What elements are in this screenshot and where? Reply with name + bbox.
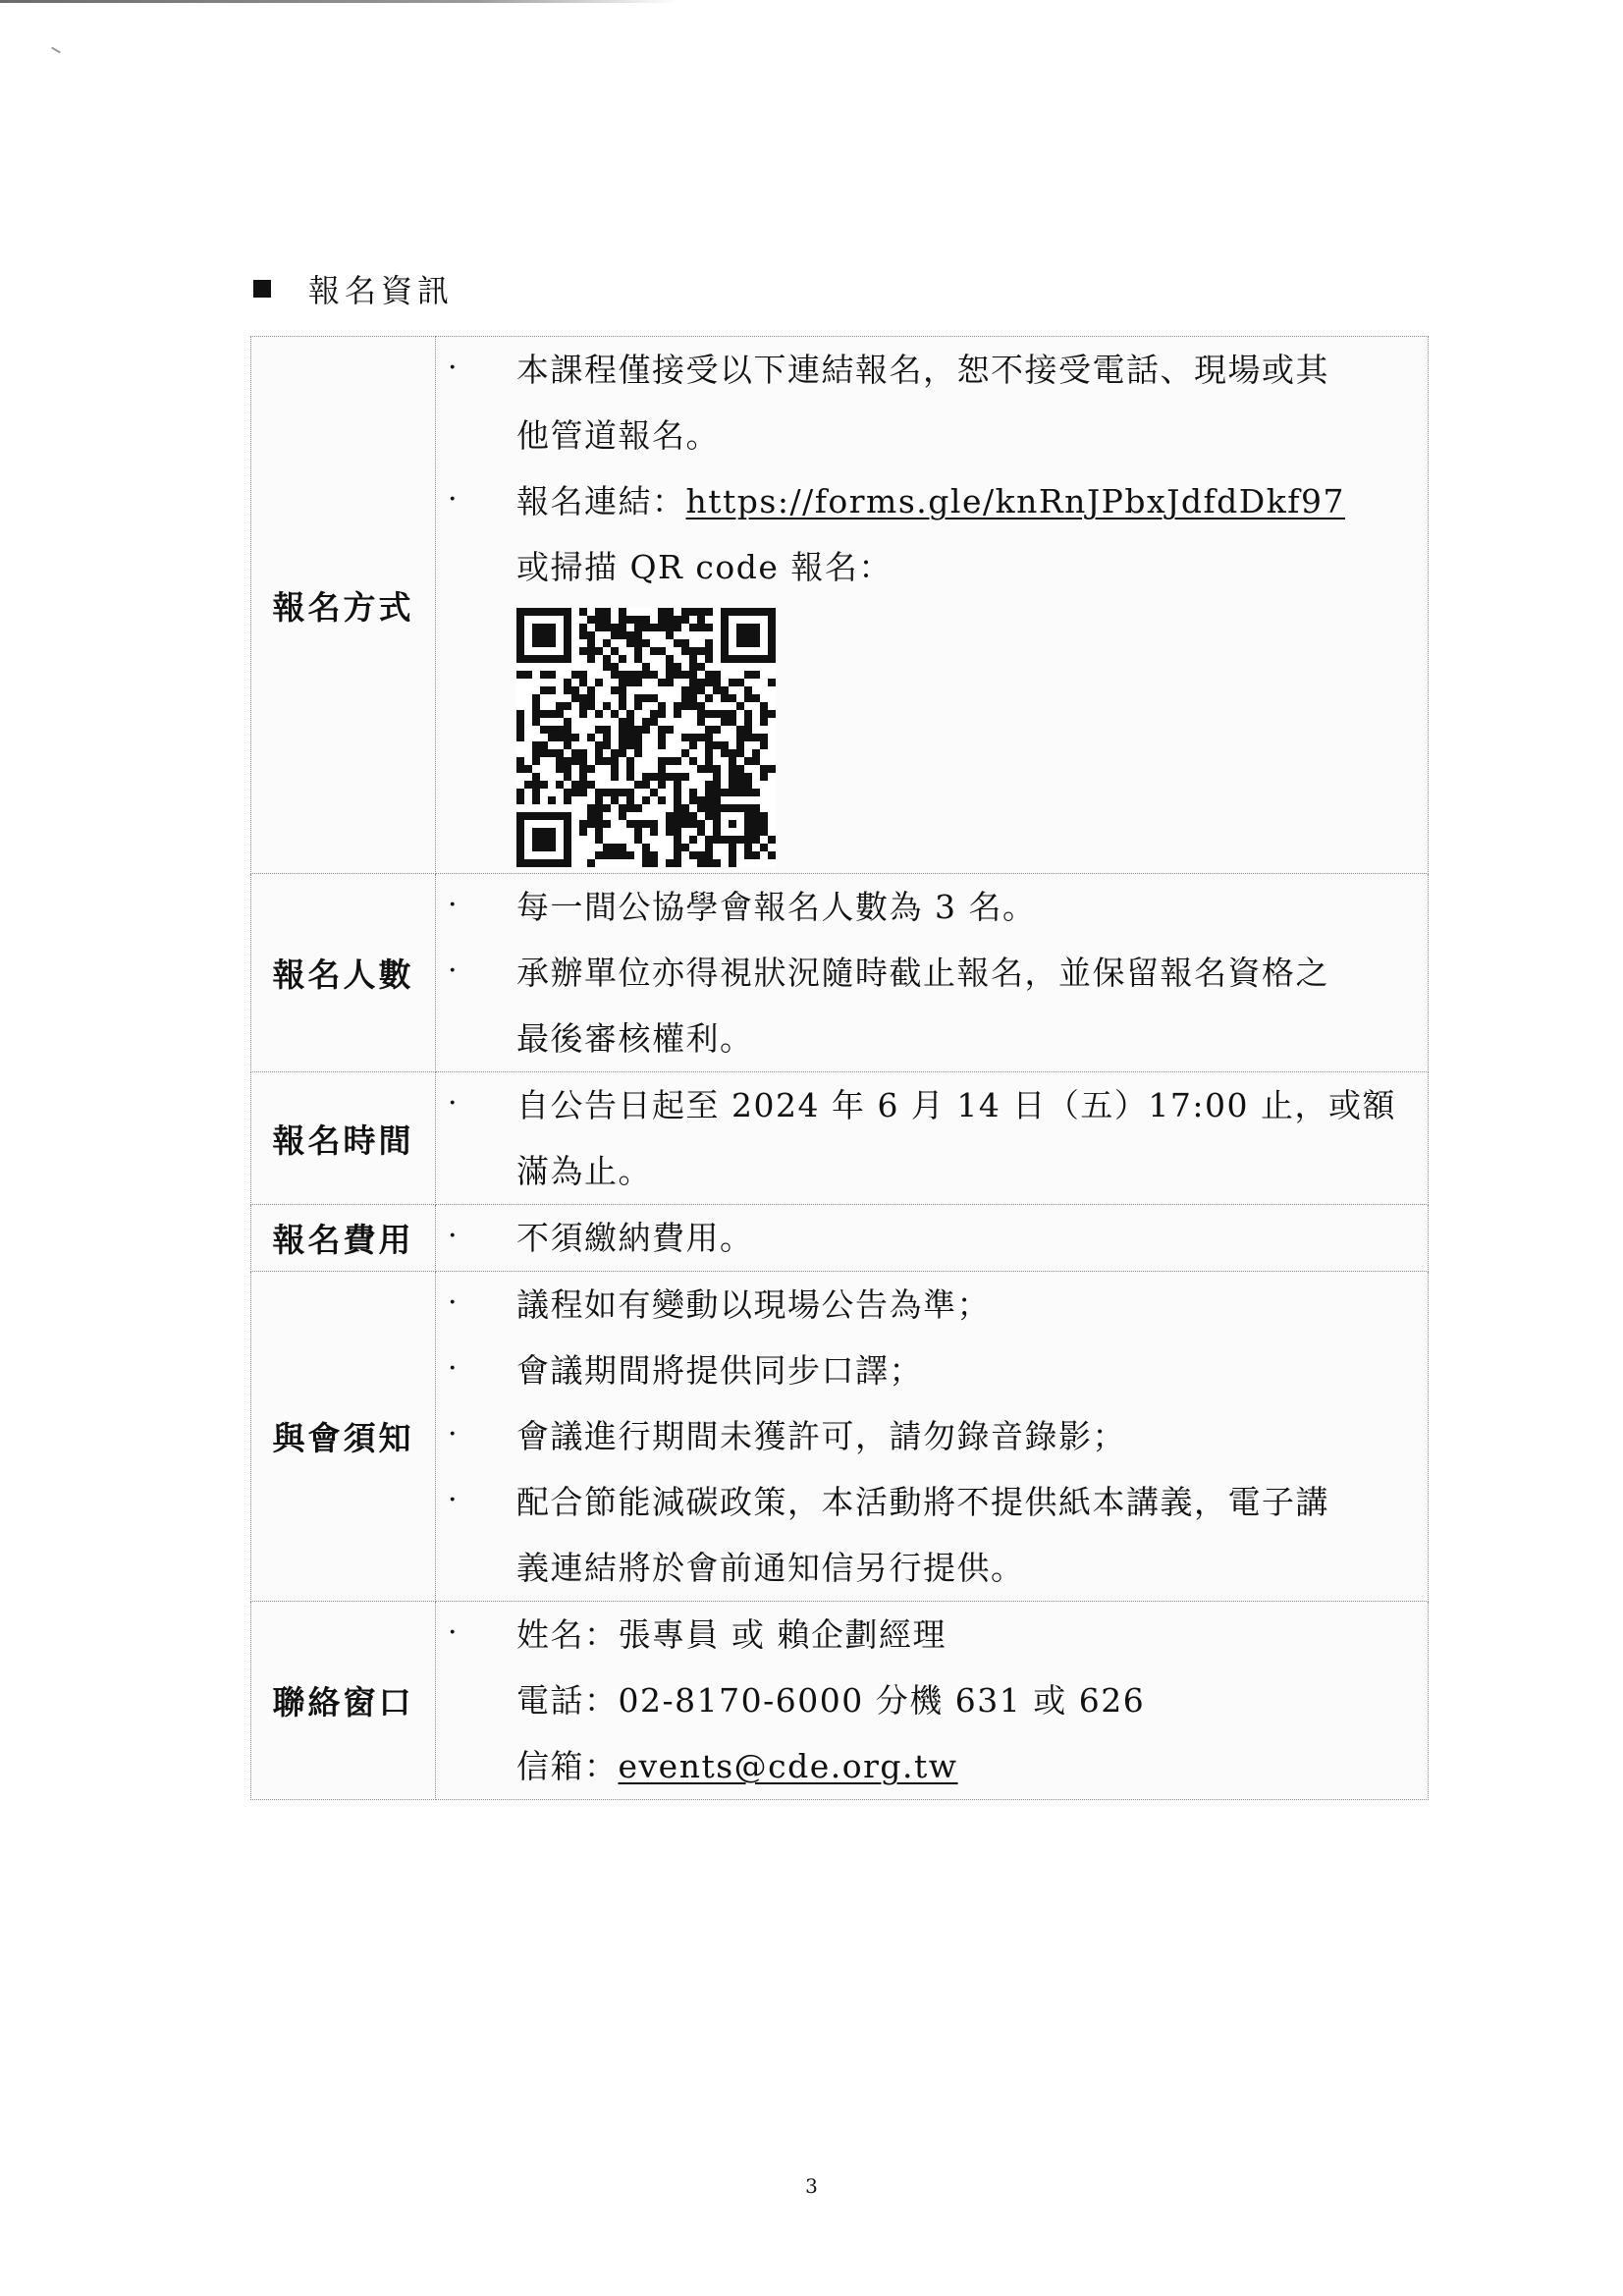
line-text: · 配合節能減碳政策，本活動將不提供紙本講義，電子講 (436, 1469, 1428, 1535)
contact-email-line (436, 1733, 1428, 1799)
scan-speck (51, 47, 61, 54)
label-registration-fee: 報名費用 (251, 1205, 436, 1272)
line-text: · 會議期間將提供同步口譯； (436, 1338, 1428, 1403)
qr-code-image[interactable] (516, 608, 776, 867)
section-title: 報名資訊 (308, 272, 455, 309)
content-attendance-notes (436, 1272, 1429, 1602)
line-text: · 會議進行期間未獲許可，請勿錄音錄影； (436, 1403, 1428, 1469)
registration-link-line (436, 468, 1428, 534)
registration-table (250, 336, 1429, 1800)
section-header (253, 265, 454, 312)
row-registration-period (251, 1072, 1429, 1205)
contact-email-prefix: 信箱： (516, 1747, 619, 1785)
line-text: 最後審核權利。 (516, 1019, 754, 1058)
row-contact (251, 1602, 1429, 1800)
content-registration-method (436, 337, 1429, 874)
content-contact (436, 1602, 1429, 1800)
line-text: · 不須繳納費用。 (436, 1205, 1428, 1271)
registration-link-prefix: 報名連結： (516, 482, 686, 520)
row-registration-fee (251, 1205, 1429, 1272)
content-registration-period (436, 1072, 1429, 1205)
black-square-icon (253, 280, 271, 298)
label-attendance-notes: 與會須知 (251, 1272, 436, 1602)
line-text: · 本課程僅接受以下連結報名，恕不接受電話、現場或其 (436, 337, 1428, 403)
line-text: 義連結將於會前通知信另行提供。 (516, 1549, 1025, 1587)
contact-email-link[interactable]: events@cde.org.tw (618, 1747, 958, 1785)
registration-link[interactable]: https://forms.gle/knRnJPbxJdfdDkf97 (685, 482, 1345, 520)
label-registration-period: 報名時間 (251, 1072, 436, 1205)
row-attendance-notes (251, 1272, 1429, 1602)
page-number: 3 (805, 2174, 818, 2198)
contact-name: · 姓名：張專員 或 賴企劃經理 (436, 1602, 1428, 1667)
qr-code-container (436, 600, 1428, 873)
content-registration-quota (436, 874, 1429, 1072)
line-text: · 議程如有變動以現場公告為準； (436, 1272, 1428, 1338)
scan-edge (0, 0, 677, 3)
row-registration-method (251, 337, 1429, 874)
content-registration-fee (436, 1205, 1429, 1272)
line-text: 或掃描 QR code 報名： (516, 548, 893, 586)
line-text: 滿為止。 (516, 1152, 652, 1190)
line-text: · 承辦單位亦得視狀況隨時截止報名，並保留報名資格之 (436, 940, 1428, 1006)
label-registration-quota: 報名人數 (251, 874, 436, 1072)
line-text: · 自公告日起至 2024 年 6 月 14 日（五）17:00 止，或額 (436, 1072, 1428, 1138)
line-text: · 每一間公協學會報名人數為 3 名。 (436, 874, 1428, 940)
label-registration-method: 報名方式 (251, 337, 436, 874)
row-registration-quota (251, 874, 1429, 1072)
contact-phone: 電話：02-8170-6000 分機 631 或 626 (516, 1681, 1146, 1720)
line-text: 他管道報名。 (516, 416, 720, 455)
label-contact: 聯絡窗口 (251, 1602, 436, 1800)
